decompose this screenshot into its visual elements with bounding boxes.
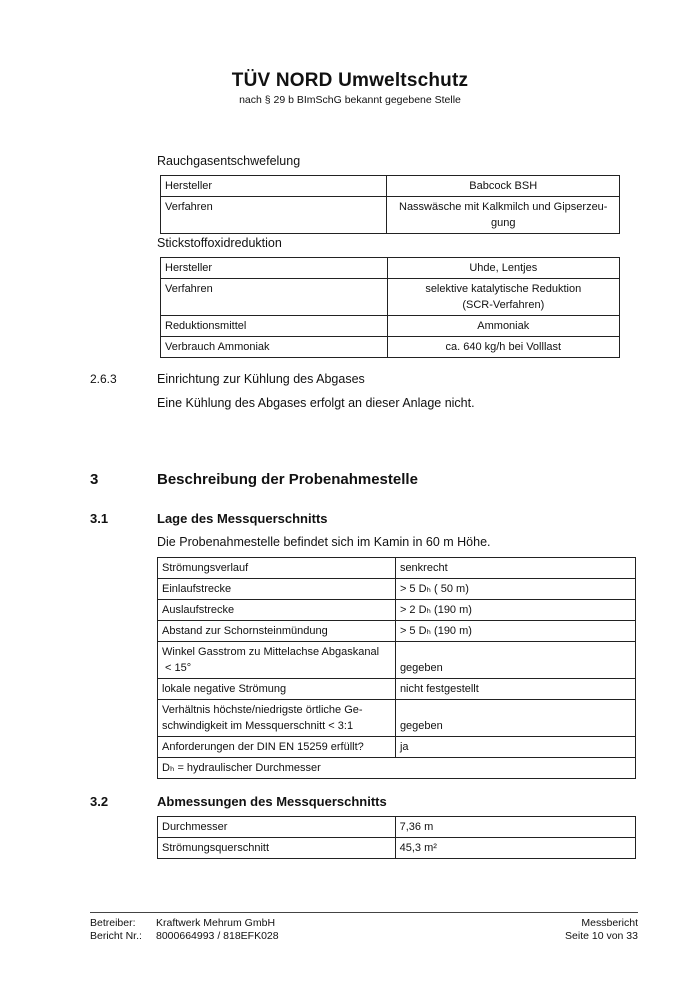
table-key: Anforderungen der DIN EN 15259 erfüllt? [158,737,396,758]
table-row [158,838,636,859]
table-key: Strömungsverlauf [158,558,396,579]
table-value: ja [395,737,635,758]
table-key: Auslaufstrecke [158,600,396,621]
footer-divider [90,912,638,913]
table-row [161,176,620,197]
table-value: Uhde, Lentjes [387,258,619,279]
table-value: gegeben [395,700,635,737]
page-header-subtitle: nach § 29 b BImSchG bekannt gegebene Stelle [239,94,461,106]
table-value: 45,3 m² [395,838,635,859]
subsection-title: Abmessungen des Messquerschnitts [157,794,387,809]
subsection-title: Lage des Messquerschnitts [157,511,328,526]
denox-table [160,257,620,358]
table-value: > 5 Dₕ (190 m) [395,621,635,642]
table-row [161,316,620,337]
table-value: > 5 Dₕ ( 50 m) [395,579,635,600]
page-header-title: TÜV NORD Umweltschutz [231,70,469,91]
table-row [158,621,636,642]
table-value: selektive katalytische Reduktion (SCR-Verfahren) [387,279,619,316]
denox-label: Stickstoffoxidreduktion [157,236,282,250]
table-key: Verhältnis höchste/niedrigste örtliche Ge- schwindigkeit im Messquerschnitt < 3:1 [158,700,396,737]
table-value: 7,36 m [395,817,635,838]
table-row [161,197,620,234]
subsection-number: 3.1 [90,511,109,526]
table-key: Hersteller [161,176,387,197]
subsection-number: 3.2 [90,794,109,809]
table-key: Hersteller [161,258,388,279]
table-row [158,758,636,779]
section-number: 2.6.3 [90,372,117,386]
table-key: Verfahren [161,197,387,234]
footer-document-type: Messbericht [581,917,638,929]
table-key: lokale negative Strömung [158,679,396,700]
footer-report-number: 8000664993 / 818EFK028 [156,930,279,942]
table-row [161,258,620,279]
table-value: senkrecht [395,558,635,579]
footer-report-label: Bericht Nr.: [90,930,142,942]
desulfurization-table [160,175,620,234]
table-footnote: Dₕ = hydraulischer Durchmesser [158,758,636,779]
table-key: Durchmesser [158,817,396,838]
section-text: Eine Kühlung des Abgases erfolgt an dieser Anlage nicht. [157,396,475,410]
table-row [158,679,636,700]
footer-operator: Kraftwerk Mehrum GmbH [156,917,276,929]
footer-operator-label: Betreiber: [90,917,136,929]
measurement-dimensions-table [157,816,636,859]
table-row [158,558,636,579]
table-value: Nasswäsche mit Kalkmilch und Gipserzeu- gung [387,197,620,234]
table-value: Ammoniak [387,316,619,337]
table-row [158,579,636,600]
desulfurization-label: Rauchgasentschwefelung [157,154,301,168]
table-row [161,337,620,358]
measurement-location-table [157,557,636,779]
table-row [161,279,620,316]
chapter-title: Beschreibung der Probenahmestelle [157,471,418,488]
section-title: Einrichtung zur Kühlung des Abgases [157,372,365,386]
table-key: Einlaufstrecke [158,579,396,600]
table-key: Strömungsquerschnitt [158,838,396,859]
table-key: Verfahren [161,279,388,316]
table-row [158,700,636,737]
chapter-number: 3 [90,471,99,488]
table-value: ca. 640 kg/h bei Volllast [387,337,619,358]
table-row [158,642,636,679]
table-value: > 2 Dₕ (190 m) [395,600,635,621]
table-value: Babcock BSH [387,176,620,197]
table-row [158,737,636,758]
footer-page-number: Seite 10 von 33 [565,930,638,942]
table-value: gegeben [395,642,635,679]
table-key: Abstand zur Schornsteinmündung [158,621,396,642]
table-row [158,817,636,838]
table-key: Reduktionsmittel [161,316,388,337]
table-row [158,600,636,621]
table-value: nicht festgestellt [395,679,635,700]
subsection-text: Die Probenahmestelle befindet sich im Kamin in 60 m Höhe. [157,535,491,549]
table-key: Winkel Gasstrom zu Mittelachse Abgaskanal < 15° [158,642,396,679]
table-key: Verbrauch Ammoniak [161,337,388,358]
